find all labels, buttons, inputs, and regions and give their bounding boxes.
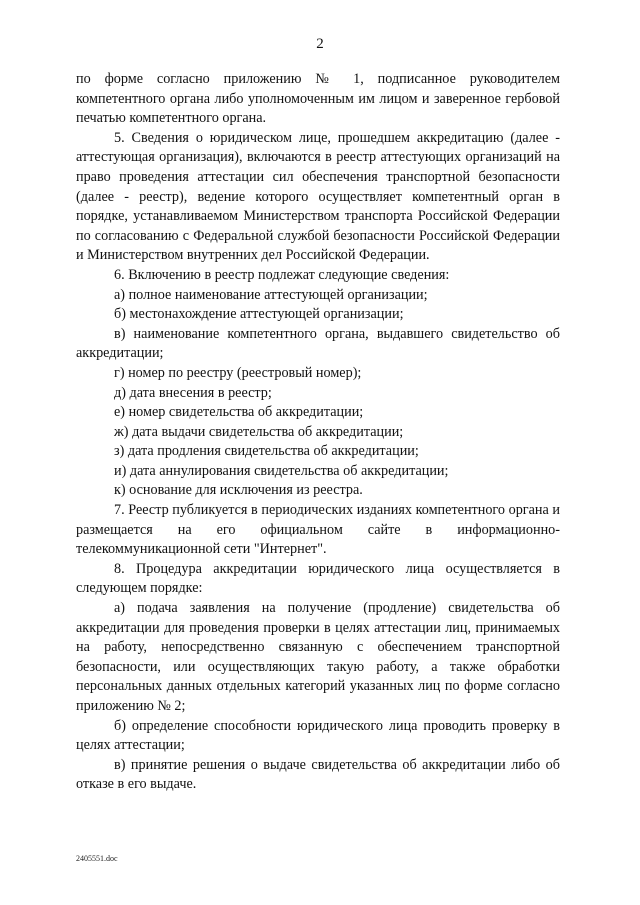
list-item-6g: г) номер по реестру (реестровый номер);: [114, 364, 362, 381]
list-item-6zh: ж) дата выдачи свидетельства об аккредитации;: [114, 423, 404, 440]
list-item-6e: е) номер свидетельства об аккредитации;: [114, 404, 364, 421]
list-item-6a: а) полное наименование аттестующей организации;: [114, 286, 428, 303]
paragraph-8: 8. Процедура аккредитации юридического лица осуществляется в следующем порядке:: [76, 560, 560, 597]
footer-filename: 2405551.doc: [76, 854, 118, 863]
page-number: 2: [316, 36, 324, 52]
paragraph-continuation: по форме согласно приложению № 1, подписанное руководителем компетентного органа либо уполномоченным им лицом и заверенное гербовой печатью компетентного органа.: [76, 71, 560, 127]
list-item-6z: з) дата продления свидетельства об аккредитации;: [114, 443, 419, 460]
list-item-8a: а) подача заявления на получение (продление) свидетельства об аккредитации для проведения проверки в целях аттестации лиц, принимаемых на работу, непосредственно связанную с обеспечением транспортной безопасности, или осуществляющих такую работу, а также обработки персональных данных отдельных категорий указанных лиц по форме согласно приложению № 2;: [76, 600, 560, 714]
list-item-6v: в) наименование компетентного органа, выдавшего свидетельство об аккредитации;: [76, 325, 560, 362]
paragraph-7: 7. Реестр публикуется в периодических изданиях компетентного органа и размещается на его официальном сайте в информационно-телекоммуникационной сети "Интернет".: [76, 502, 560, 558]
list-item-8b: б) определение способности юридического лица проводить проверку в целях аттестации;: [76, 717, 560, 754]
document-body: [76, 70, 560, 795]
list-item-8v: в) принятие решения о выдаче свидетельства об аккредитации либо об отказе в его выдаче.: [76, 756, 560, 793]
paragraph-6: 6. Включению в реестр подлежат следующие сведения:: [114, 266, 450, 283]
paragraph-5: 5. Сведения о юридическом лице, прошедшем аккредитацию (далее - аттестующая организация), включаются в реестр аттестующих организаций на право проведения аттестации сил обеспечения транспортной безопасности (далее - реестр), ведение которого осуществляет компетентный орган в порядке, устанавливаемом Министерством транспорта Российской Федерации по согласованию с Федеральной службой безопасности Российской Федерации и Министерством внутренних дел Российской Федерации.: [76, 129, 560, 264]
list-item-6k: к) основание для исключения из реестра.: [114, 482, 363, 499]
list-item-6i: и) дата аннулирования свидетельства об аккредитации;: [114, 462, 449, 479]
list-item-6d: д) дата внесения в реестр;: [114, 384, 272, 401]
list-item-6b: б) местонахождение аттестующей организации;: [114, 306, 404, 323]
